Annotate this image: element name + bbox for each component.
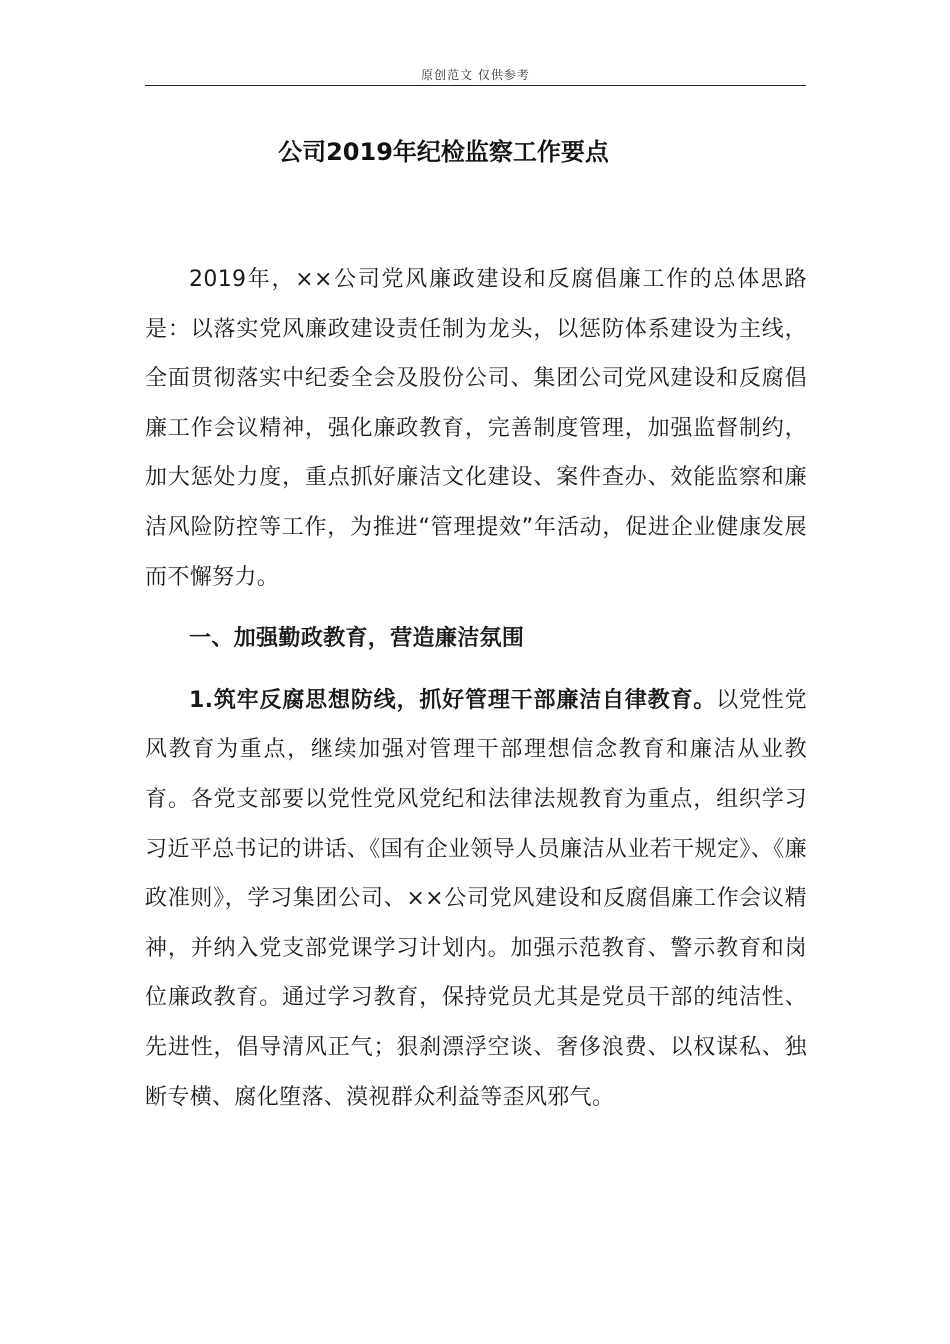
intro-paragraph: 2019年，××公司党风廉政建设和反腐倡廉工作的总体思路是：以落实党风廉政建设责任制为龙头，以惩防体系建设为主线，全面贯彻落实中纪委全会及股份公司、集团公司党风建设和反腐倡廉工作会议精神，强化廉政教育，完善制度管理，加强监督制约，加大惩处力度，重点抓好廉洁文化建设、案件查办、效能监察和廉洁风险防控等工作，为推进“管理提效”年活动，促进企业健康发展而不懈努力。 bbox=[145, 267, 807, 590]
item-lead-text: 1.筑牢反腐思想防线，抓好管理干部廉洁自律教育。 bbox=[189, 687, 717, 713]
document-body bbox=[145, 255, 807, 1122]
item-paragraph bbox=[145, 676, 807, 1122]
item-body-text: 以党性党风教育为重点，继续加强对管理干部理想信念教育和廉洁从业教育。各党支部要以党性党风党纪和法律法规教育为重点，组织学习习近平总书记的讲话、《国有企业领导人员廉洁从业若干规定》、《廉政准则》，学习集团公司、××公司党风建设和反腐倡廉工作会议精神，并纳入党支部党课学习计划内。加强示范教育、警示教育和岗位廉政教育。通过学习教育，保持党员尤其是党员干部的纯洁性、先进性，倡导清风正气；狠刹漂浮空谈、奢侈浪费、以权谋私、独断专横、腐化堕落、漠视群众利益等歪风邪气。 bbox=[145, 687, 807, 1110]
page-header-text: 原创范文 仅供参考 bbox=[421, 68, 530, 82]
section-heading: 一、加强勤政教育，营造廉洁氛围 bbox=[189, 626, 525, 652]
header-divider bbox=[145, 85, 806, 86]
document-title: 公司2019年纪检监察工作要点 bbox=[278, 138, 609, 166]
